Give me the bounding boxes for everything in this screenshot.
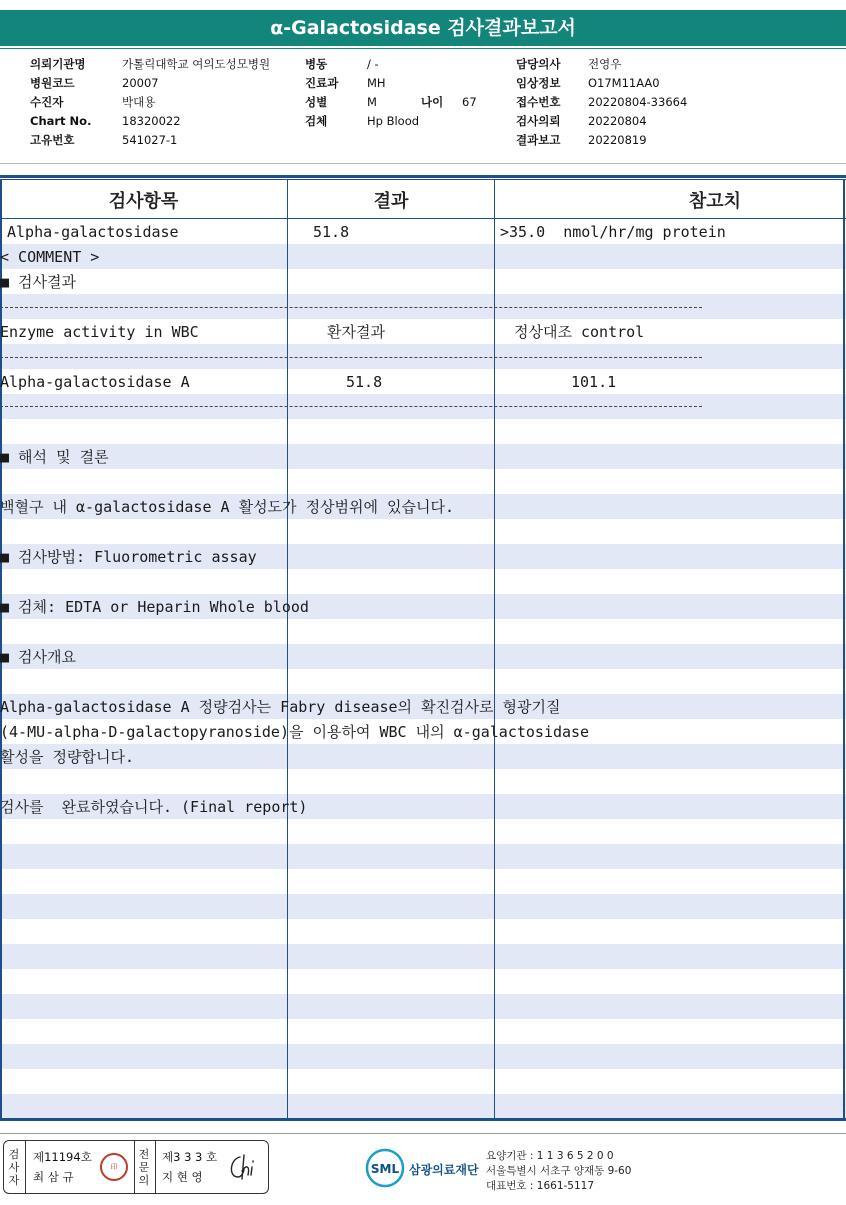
dashed-divider bbox=[0, 406, 702, 407]
specialist-name: 지 현 영 bbox=[162, 1170, 203, 1184]
column-divider bbox=[494, 179, 495, 1121]
dashed-divider bbox=[0, 307, 702, 308]
organization-info bbox=[486, 1149, 631, 1194]
info-label: 병원코드 bbox=[30, 76, 75, 90]
signature-icon bbox=[226, 1151, 262, 1185]
info-value: 20220804 bbox=[588, 114, 647, 128]
header-row-divider bbox=[0, 218, 846, 219]
info-label: 성별 bbox=[305, 95, 328, 109]
info-row-institution bbox=[30, 55, 270, 74]
info-value: 박대용 bbox=[122, 95, 156, 109]
info-row-doctor bbox=[516, 55, 687, 74]
info-row-report-date bbox=[516, 131, 687, 150]
column-header-reference: 참고치 bbox=[688, 191, 742, 212]
final-report-note: 검사를 완료하였습니다. (Final report) bbox=[0, 798, 308, 816]
tester-name: 최 삼 규 bbox=[33, 1170, 74, 1184]
comment-header: < COMMENT > bbox=[0, 248, 100, 266]
info-value: MH bbox=[367, 76, 386, 90]
enzyme-activity-label: Enzyme activity in WBC bbox=[0, 323, 199, 341]
org-address: 서울특별시 서초구 양재동 9-60 bbox=[486, 1165, 632, 1177]
info-value: 전영우 bbox=[588, 57, 622, 71]
header-info-col3 bbox=[516, 55, 687, 150]
section-result-heading: ■ 검사결과 bbox=[0, 273, 77, 291]
info-row-specimen bbox=[305, 112, 477, 131]
org-facility-code: 요양기관 : 1 1 3 6 5 2 0 0 bbox=[486, 1150, 614, 1162]
info-value: Hp Blood bbox=[367, 114, 420, 128]
result-table bbox=[0, 175, 846, 1120]
info-value: 20220819 bbox=[588, 133, 647, 147]
specimen-line: ■ 검체: EDTA or Heparin Whole blood bbox=[0, 598, 309, 616]
info-value-age: 67 bbox=[462, 95, 477, 109]
specialist-license-no: 제3 3 3 호 bbox=[162, 1150, 218, 1164]
normal-control-label: 정상대조 control bbox=[514, 323, 645, 341]
signature-divider bbox=[155, 1141, 156, 1193]
column-header-result: 결과 bbox=[373, 191, 409, 212]
sml-logo-icon bbox=[365, 1148, 405, 1188]
sml-logo-text: SML bbox=[370, 1162, 400, 1176]
org-phone: 대표번호 : 1661-5117 bbox=[486, 1180, 595, 1192]
info-label: 검사의뢰 bbox=[516, 114, 561, 128]
info-value: O17M11AA0 bbox=[588, 76, 660, 90]
table-bottom-border bbox=[0, 1118, 846, 1121]
tester-license-no: 제11194호 bbox=[33, 1150, 92, 1164]
column-divider bbox=[287, 179, 288, 1121]
info-row-request-date bbox=[516, 112, 687, 131]
table-top-border-thin bbox=[0, 179, 846, 180]
info-value: 20007 bbox=[122, 76, 159, 90]
info-label: 의뢰기관명 bbox=[30, 57, 86, 71]
specialist-vertical-label: 전문의 bbox=[138, 1148, 150, 1187]
info-row-chart-no bbox=[30, 112, 270, 131]
header-info-col1 bbox=[30, 55, 270, 150]
info-value: 18320022 bbox=[122, 114, 181, 128]
overview-text-line3: 활성을 정량합니다. bbox=[0, 748, 134, 766]
overview-text-line2: (4-MU-alpha-D-galactopyranoside)을 이용하여 WBC 내의 α-galactosidase bbox=[0, 723, 590, 741]
info-row-hospital-code bbox=[30, 74, 270, 93]
info-value: / - bbox=[367, 57, 379, 71]
info-label: 담당의사 bbox=[516, 57, 561, 71]
header-info-col2 bbox=[305, 55, 477, 131]
report-title-bar bbox=[0, 10, 846, 46]
overview-text-line1: Alpha-galactosidase A 정량검사는 Fabry disease의 확진검사로 형광기질 bbox=[0, 698, 561, 716]
dashed-divider bbox=[0, 357, 702, 358]
info-label: Chart No. bbox=[30, 114, 92, 128]
info-row-receipt-no bbox=[516, 93, 687, 112]
signature-box bbox=[3, 1140, 269, 1194]
table-right-border bbox=[843, 179, 845, 1121]
report-title: α-Galactosidase 검사결과보고서 bbox=[270, 17, 576, 39]
info-label: 수진자 bbox=[30, 95, 64, 109]
signature-divider bbox=[25, 1141, 26, 1193]
organization-name: 삼광의료재단 bbox=[409, 1163, 479, 1177]
info-value: 20220804-33664 bbox=[588, 95, 688, 109]
signature-divider bbox=[134, 1141, 135, 1193]
normal-control-value: 101.1 bbox=[571, 373, 617, 391]
table-row-stripes bbox=[0, 219, 846, 1119]
info-label: 임상정보 bbox=[516, 76, 561, 90]
test-reference-range: >35.0 nmol/hr/mg protein bbox=[500, 223, 726, 241]
title-underline bbox=[0, 48, 846, 49]
info-row-ward bbox=[305, 55, 477, 74]
info-row-unique-no bbox=[30, 131, 270, 150]
info-label: 진료과 bbox=[305, 76, 339, 90]
info-label: 고유번호 bbox=[30, 133, 75, 147]
header-separator bbox=[0, 163, 846, 164]
patient-result-value: 51.8 bbox=[346, 373, 383, 391]
method-line: ■ 검사방법: Fluorometric assay bbox=[0, 548, 257, 566]
info-label: 접수번호 bbox=[516, 95, 561, 109]
test-item-name: Alpha-galactosidase bbox=[7, 223, 179, 241]
info-label: 병동 bbox=[305, 57, 328, 71]
info-value: M bbox=[367, 95, 377, 109]
info-row-sex bbox=[305, 93, 477, 112]
column-header-item: 검사항목 bbox=[108, 191, 179, 212]
info-label-age: 나이 bbox=[421, 95, 444, 109]
test-result-value: 51.8 bbox=[313, 223, 350, 241]
table-top-border bbox=[0, 175, 846, 178]
info-row-patient bbox=[30, 93, 270, 112]
info-row-clinical-info bbox=[516, 74, 687, 93]
tester-seal-icon: 印 bbox=[100, 1153, 128, 1181]
section-overview-heading: ■ 검사개요 bbox=[0, 648, 77, 666]
info-label: 검체 bbox=[305, 114, 328, 128]
footer-separator bbox=[0, 1133, 846, 1134]
info-label: 결과보고 bbox=[516, 133, 561, 147]
interpretation-text: 백혈구 내 α-galactosidase A 활성도가 정상범위에 있습니다. bbox=[0, 498, 455, 516]
patient-result-label: 환자결과 bbox=[327, 323, 385, 341]
enzyme-name: Alpha-galactosidase A bbox=[0, 373, 190, 391]
info-row-department bbox=[305, 74, 477, 93]
tester-vertical-label: 검사자 bbox=[8, 1148, 20, 1187]
section-interpretation-heading: ■ 해석 및 결론 bbox=[0, 448, 109, 466]
info-value: 541027-1 bbox=[122, 133, 178, 147]
info-value: 가톨릭대학교 여의도성모병원 bbox=[122, 57, 271, 71]
